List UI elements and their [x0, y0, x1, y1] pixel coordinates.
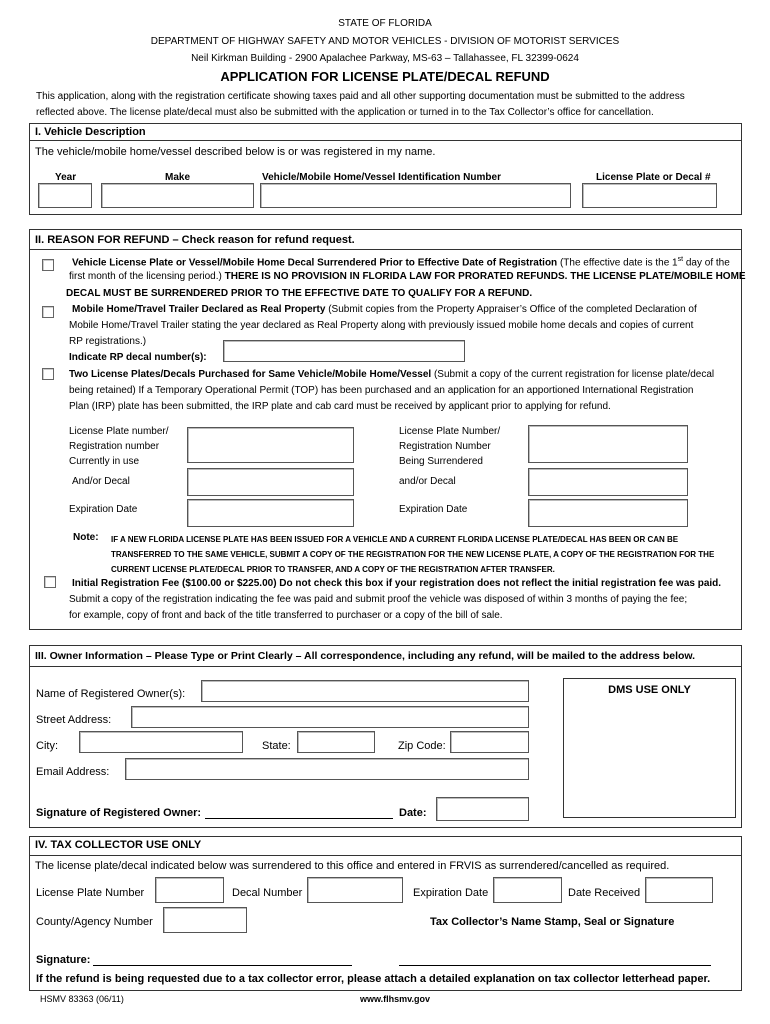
- reason-initial-fee-line3: for example, copy of front and back of the title transferred to purchaser or a copy of the bill of sale.: [69, 610, 503, 621]
- reason-early-surrender-line1: Vehicle License Plate or Vessel/Mobile Home Decal Surrendered Prior to Effective Date of Registration (The effective date is the 1st day of the: [72, 256, 730, 269]
- reason-real-property-checkbox[interactable]: [42, 306, 54, 318]
- section4-statement: The license plate/decal indicated below was surrendered to this office and entered in FRVIS as surrendered/cancelled as required.: [35, 860, 670, 872]
- section1-title: I. Vehicle Description: [35, 126, 146, 138]
- reason-two-plates-line3: Plan (IRP) plate has been submitted, the IRP plate and cab card must be received by applicant prior to applying for refund.: [69, 401, 611, 412]
- tc-county-label: County/Agency Number: [36, 916, 153, 928]
- tc-signature-label: Signature:: [36, 954, 91, 966]
- reason-two-plates-line1: Two License Plates/Decals Purchased for Same Vehicle/Mobile Home/Vessel (Submit a copy of the current registration for license plate/decal: [69, 369, 715, 380]
- reason-two-plates-line2: being retained) If a Temporary Operational Permit (TOP) has been purchased and an application for an apportioned International Registration: [69, 385, 694, 396]
- reason-initial-fee-line1: Initial Registration Fee ($100.00 or $225.00) Do not check this box if your registration does not reflect the initial registration fee was paid.: [72, 578, 722, 589]
- tc-plate-input[interactable]: [155, 877, 224, 903]
- tc-expiration-label: Expiration Date: [413, 887, 489, 899]
- col-make-label: Make: [165, 172, 191, 183]
- website: www.flhsmv.gov: [360, 994, 431, 1004]
- right-decal-label: and/or Decal: [399, 476, 456, 487]
- plate-decal-input[interactable]: [582, 183, 717, 208]
- header-state: STATE OF FLORIDA: [338, 18, 432, 29]
- dms-use-only-label: DMS USE ONLY: [608, 684, 691, 696]
- reason-two-plates-checkbox[interactable]: [42, 368, 54, 380]
- tc-plate-label: License Plate Number: [36, 887, 145, 899]
- owner-signature-line[interactable]: [205, 818, 393, 819]
- note-text: IF A NEW FLORIDA LICENSE PLATE HAS BEEN ISSUED FOR A VEHICLE AND A CURRENT FLORIDA LICENSE PLATE/DECAL HAS BEEN OR CAN BE TRANSFERRED TO THE SAME VEHICLE, SUBMIT A COPY OF THE REGISTRATION FOR THE NEW LICENSE PLATE, A COPY OF THE REGISTRATION FOR THE CURRENT LICENSE PLATE/DECAL PRIOR TO TRANSFER, AND A COPY OF THE REGISTRATION AFTER TRANSFER.: [111, 535, 715, 574]
- tc-date-received-label: Date Received: [568, 887, 641, 899]
- owner-signature-label: Signature of Registered Owner:: [36, 807, 202, 819]
- left-decal-label: And/or Decal: [72, 476, 130, 487]
- year-input[interactable]: [38, 183, 92, 208]
- dms-use-only-box: [563, 678, 736, 818]
- intro-line-2: reflected above. The license plate/decal must also be submitted with the application or turned in to the Tax Collector’s office for cancellation.: [36, 107, 654, 118]
- street-label: Street Address:: [36, 714, 112, 726]
- owner-name-input[interactable]: [201, 680, 529, 702]
- tc-date-received-input[interactable]: [645, 877, 713, 903]
- header-department: DEPARTMENT OF HIGHWAY SAFETY AND MOTOR VEHICLES - DIVISION OF MOTORIST SERVICES: [150, 36, 620, 47]
- tc-decal-label: Decal Number: [232, 887, 303, 899]
- tc-error-note: If the refund is being requested due to a tax collector error, please attach a detailed explanation on tax collector letterhead paper.: [36, 973, 711, 985]
- form-title: APPLICATION FOR LICENSE PLATE/DECAL REFUND: [220, 69, 550, 84]
- zip-label: Zip Code:: [398, 740, 446, 752]
- zip-input[interactable]: [450, 731, 529, 753]
- section4-title: IV. TAX COLLECTOR USE ONLY: [35, 839, 202, 851]
- reason-early-surrender-line3: DECAL MUST BE SURRENDERED PRIOR TO THE EFFECTIVE DATE TO QUALIFY FOR A REFUND.: [66, 288, 533, 299]
- note-label: Note:: [73, 532, 99, 543]
- intro-line-1: This application, along with the registration certificate showing taxes paid and all other supporting documentation must be submitted to the address: [36, 91, 685, 102]
- plate-surrendered-input[interactable]: [528, 425, 688, 463]
- decal-surrendered-input[interactable]: [528, 468, 688, 496]
- city-label: City:: [36, 740, 58, 752]
- rp-decal-label: Indicate RP decal number(s):: [69, 352, 207, 363]
- col-year-label: Year: [55, 172, 77, 183]
- tc-decal-input[interactable]: [307, 877, 403, 903]
- city-input[interactable]: [79, 731, 243, 753]
- section1-statement: The vehicle/mobile home/vessel described below is or was registered in my name.: [35, 146, 436, 158]
- owner-name-label: Name of Registered Owner(s):: [36, 688, 186, 700]
- plate-surrendered-label: License Plate Number/ Registration Number Being Surrendered: [399, 426, 501, 467]
- reason-real-property-line2: Mobile Home/Travel Trailer stating the year declared as Real Property along with previously issued mobile home decals and copies of current: [69, 320, 694, 331]
- state-input[interactable]: [297, 731, 375, 753]
- make-input[interactable]: [101, 183, 254, 208]
- email-input[interactable]: [125, 758, 529, 780]
- left-expiration-label: Expiration Date: [69, 504, 138, 515]
- reason-initial-fee-checkbox[interactable]: [44, 576, 56, 588]
- col-vin-label: Vehicle/Mobile Home/Vessel Identification Number: [262, 172, 501, 183]
- owner-date-label: Date:: [399, 807, 427, 819]
- tc-stamp-label: Tax Collector’s Name Stamp, Seal or Signature: [430, 916, 675, 928]
- tc-county-input[interactable]: [163, 907, 247, 933]
- reason-early-surrender-line2: first month of the licensing period.) THERE IS NO PROVISION IN FLORIDA LAW FOR PRORATED REFUNDS. THE LICENSE PLATE/MOBILE HOME: [69, 271, 746, 282]
- plate-in-use-input[interactable]: [187, 427, 354, 463]
- reason-real-property-line3: RP registrations.): [69, 336, 147, 347]
- vin-input[interactable]: [260, 183, 571, 208]
- right-expiration-label: Expiration Date: [399, 504, 468, 515]
- reason-early-surrender-checkbox[interactable]: [42, 259, 54, 271]
- tc-stamp-line[interactable]: [399, 965, 711, 966]
- street-input[interactable]: [131, 706, 529, 728]
- form-number: HSMV 83363 (06/11): [40, 994, 124, 1004]
- tc-signature-line[interactable]: [93, 965, 352, 966]
- decal-in-use-input[interactable]: [187, 468, 354, 496]
- rp-decal-input[interactable]: [223, 340, 465, 362]
- col-plate-label: License Plate or Decal #: [596, 172, 711, 183]
- section3-title: III. Owner Information – Please Type or Print Clearly – All correspondence, including any refund, will be mailed to the address below.: [35, 650, 696, 662]
- reason-real-property-line1: Mobile Home/Travel Trailer Declared as Real Property (Submit copies from the Property Appraiser’s Office of the completed Declaration of: [72, 304, 697, 315]
- expiration-in-use-input[interactable]: [187, 499, 354, 527]
- header-address: Neil Kirkman Building - 2900 Apalachee Parkway, MS-63 – Tallahassee, FL 32399-0624: [191, 53, 579, 64]
- tc-expiration-input[interactable]: [493, 877, 562, 903]
- expiration-surrendered-input[interactable]: [528, 499, 688, 527]
- reason-initial-fee-line2: Submit a copy of the registration indicating the fee was paid and submit proof the vehicle was disposed of within 3 months of paying the fee;: [69, 594, 688, 605]
- state-label: State:: [262, 740, 291, 752]
- plate-in-use-label: License Plate number/ Registration number Currently in use: [69, 426, 169, 467]
- owner-date-input[interactable]: [436, 797, 529, 821]
- email-label: Email Address:: [36, 766, 110, 778]
- section2-title: II. REASON FOR REFUND – Check reason for refund request.: [35, 234, 355, 246]
